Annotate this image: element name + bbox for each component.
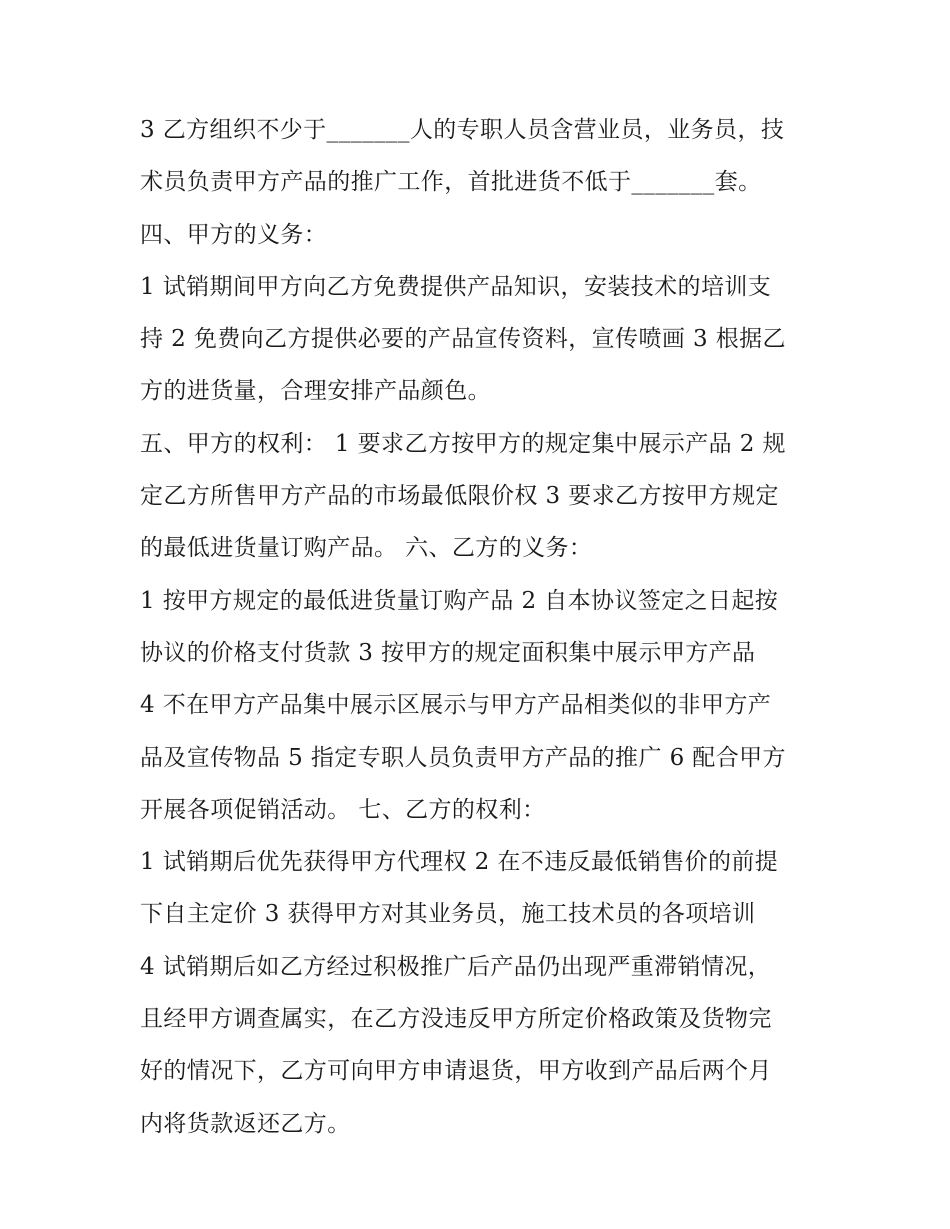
text-line: 4 试销期后如乙方经过积极推广后产品仍出现严重滞销情况， (140, 953, 772, 980)
text-line: 1 试销期后优先获得甲方代理权 2 在不违反最低销售价的前提 (140, 849, 779, 876)
text-line: 持 2 免费向乙方提供必要的产品宣传资料，宣传喷画 3 根据乙 (140, 326, 786, 353)
text-line: 好的情况下，乙方可向甲方申请退货，甲方收到产品后两个月 (140, 1058, 772, 1085)
text-line: 品及宣传物品 5 指定专职人员负责甲方产品的推广 6 配合甲方 (140, 744, 786, 771)
text-line: 方的进货量，合理安排产品颜色。 (140, 378, 491, 405)
text-line: 4 不在甲方产品集中展示区展示与甲方产品相类似的非甲方产 (140, 692, 772, 719)
text-line: 的最低进货量订购产品。 六、乙方的义务： (140, 535, 593, 562)
text-line: 且经甲方调查属实，在乙方没违反甲方所定价格政策及货物完 (140, 1006, 772, 1033)
document-body (140, 104, 820, 1150)
text-line: 1 按甲方规定的最低进货量订购产品 2 自本协议签定之日起按 (140, 587, 779, 614)
text-line: 定乙方所售甲方产品的市场最低限价权 3 要求乙方按甲方规定 (140, 483, 779, 510)
text-line: 术员负责甲方产品的推广工作，首批进货不低于_______套。 (140, 169, 762, 196)
text-line: 3 乙方组织不少于_______人的专职人员含营业员，业务员，技 (140, 117, 785, 143)
text-line: 开展各项促销活动。 七、乙方的权利： (140, 796, 546, 823)
text-line: 1 试销期间甲方向乙方免费提供产品知识，安装技术的培训支 (140, 273, 772, 300)
text-line: 五、甲方的权利： 1 要求乙方按甲方的规定集中展示产品 2 规 (140, 430, 786, 457)
text-line: 下自主定价 3 获得甲方对其业务员，施工技术员的各项培训 (140, 901, 756, 928)
text-line: 协议的价格支付货款 3 按甲方的规定面积集中展示甲方产品 (140, 639, 756, 666)
section-heading: 四、甲方的义务： (140, 221, 328, 248)
text-line: 内将货款返还乙方。 (140, 1110, 351, 1137)
